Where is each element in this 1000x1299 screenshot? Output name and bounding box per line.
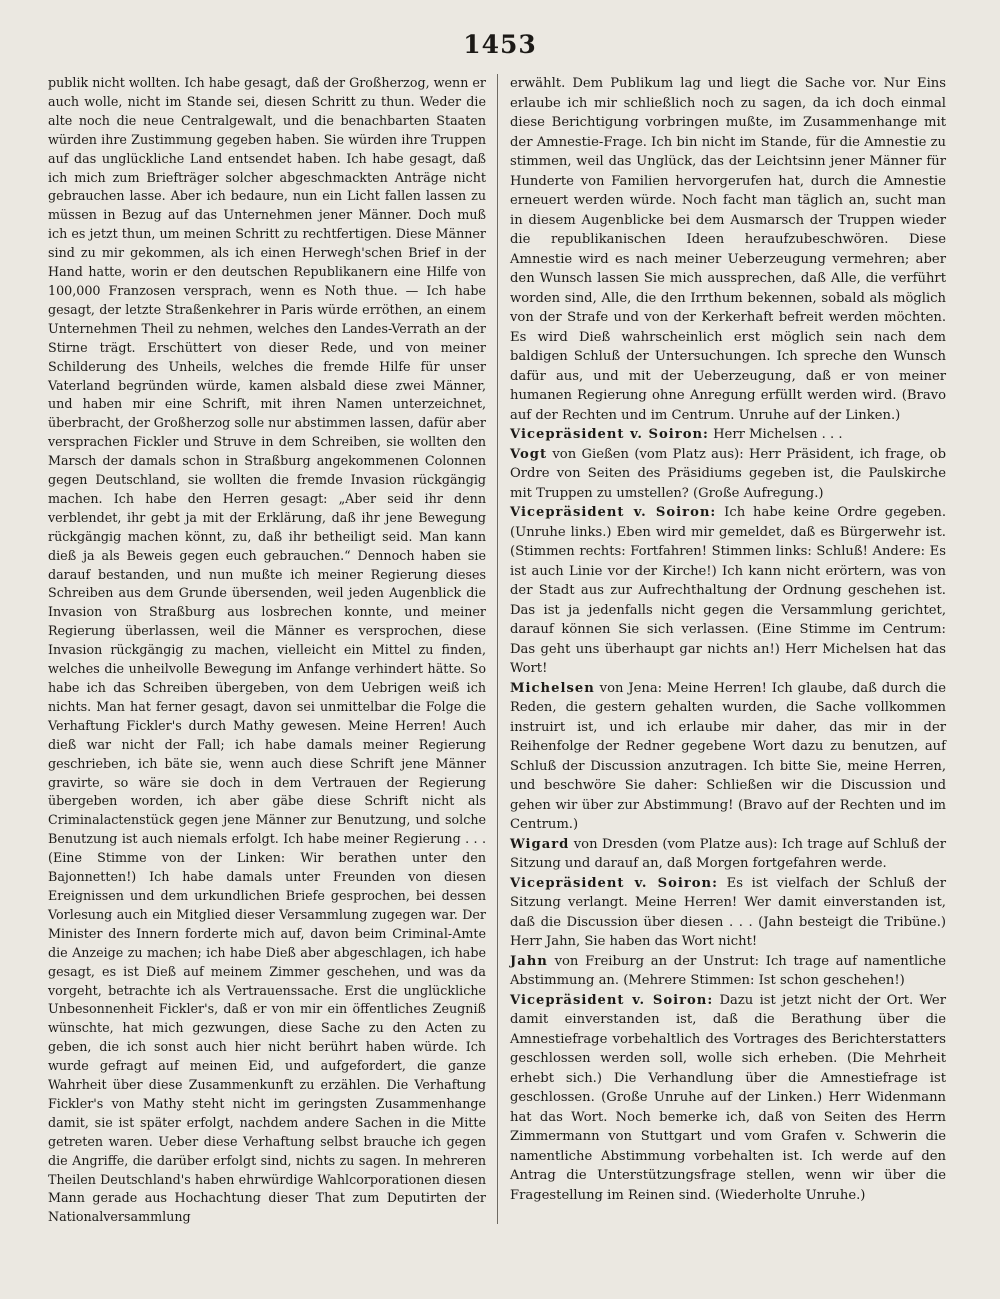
speaker-name: Michelsen: [510, 680, 595, 696]
paragraph: [510, 991, 946, 1206]
paragraph-text: Dazu ist jetzt nicht der Ort. Wer damit einverstanden ist, daß die Berathung über die Amnestiefrage vorbehaltlich des Vortrages des Berichterstatters geschlossen werden soll, wolle sich erheben. (Die Mehrheit erhebt sich.) Die Verhandlung über die Amnestiefrage ist geschlossen. (Große Unruhe auf der Linken.) Herr Widenmann hat das Wort. Noch bemerke ich, daß von Seiten des Herrn Zimmermann von Stuttgart und vom Grafen v. Schwerin die namentliche Abstimmung vorbehalten ist. Ich werde auf den Antrag die Unterstützungsfrage stellen, wenn wir über die Fragestellung im Reinen sind. (Wiederholte Unruhe.): [510, 992, 946, 1203]
paragraph: [510, 952, 946, 991]
paragraph-text: erwählt. Dem Publikum lag und liegt die Sache vor. Nur Eins erlaube ich mir schließlich noch zu sagen, da ich doch einmal diese Berichtigung vorbringen mußte, im Zusammenhange mit der Amnestie-Frage. Ich bin nicht im Stande, für die Amnestie zu stimmen, weil das Unglück, das der Leichtsinn jener Männer für Hunderte von Familien hervorgerufen hat, durch die Amnestie erneuert werden würde. Noch facht man täglich an, sucht man in diesem Augenblicke bei dem Ausmarsch der Truppen wieder die republikanischen Ideen heraufzubeschwören. Diese Amnestie wird es nach meiner Ueberzeugung vermehren; aber den Wunsch lassen Sie mich aussprechen, daß Alle, die verführt worden sind, Alle, die den Irrthum bekennen, sobald als möglich von der Strafe und von der Kerkerhaft befreit werden möchten. Es wird Dieß wahrscheinlich erst möglich sein nach dem baldigen Schluß der Untersuchungen. Ich spreche den Wunsch dafür aus, und mit der Ueberzeugung, daß er von meiner humanen Regierung ohne Anregung erfüllt werden wird. (Bravo auf der Rechten und im Centrum. Unruhe auf der Linken.): [510, 76, 946, 423]
paragraph: [510, 445, 946, 504]
left-column: [48, 74, 486, 1227]
page-number: 1453: [463, 30, 537, 59]
paragraph-text: Es ist vielfach der Schluß der Sitzung verlangt. Meine Herren! Wer damit einverstanden ist, daß die Discussion über diesen . . . (Jahn besteigt die Tribüne.) Herr Jahn, Sie haben das Wort nicht!: [510, 875, 946, 949]
paragraph: [510, 503, 946, 679]
speaker-name: Wigard: [510, 836, 570, 852]
left-column-text: publik nicht wollten. Ich habe gesagt, daß der Großherzog, wenn er auch wolle, nicht im Stande sei, diesen Schritt zu thun. Weder die alte noch die neue Centralgewalt, und die benachbarten Staaten würden ihre Zustimmung gegeben haben. Sie würden ihre Truppen auf das unglückliche Land entsendet haben. Ich habe gesagt, daß ich mich zum Briefträger solcher abgeschmackten Anträge nicht gebrauchen lasse. Aber ich bedaure, nun ein Licht fallen lassen zu müssen in Bezug auf das Unternehmen jener Männer. Doch muß ich es jetzt thun, um meinen Schritt zu rechtfertigen. Diese Männer sind zu mir gekommen, als ich einen Herwegh'schen Brief in der Hand hatte, worin er den deutschen Republikanern eine Hilfe von 100,000 Franzosen versprach, wenn es Noth thue. — Ich habe gesagt, der letzte Straßenkehrer in Paris würde erröthen, an einem Unternehmen Theil zu nehmen, welches den Landes-Verrath an der Stirne trägt. Erschüttert von dieser Rede, und von meiner Schilderung des Unheils, welches die fremde Hilfe für unser Vaterland begründen würde, kamen alsbald diese zwei Männer, und haben mir eine Schrift, mit ihren Namen unterzeichnet, überbracht, der Großherzog solle nur abstimmen lassen, dafür aber versprachen Fickler und Struve in dem Schreiben, sie wollten den Marsch der damals schon in Straßburg angekommenen Colonnen gegen Deutschland, sie wollten die fremde Invasion rückgängig machen. Ich habe den Herren gesagt: „Aber seid ihr denn verblendet, ihr gebt ja mit der Erklärung, daß ihr jene Bewegung rückgängig machen könnt, zu, daß ihr betheiligt seid. Man kann dieß ja als Beweis gegen euch gebrauchen.“ Dennoch haben sie darauf bestanden, und nun mußte ich meiner Regierung dieses Schreiben aus dem Grunde übersenden, weil jeden Augenblick die Invasion von Straßburg aus losbrechen konnte, und meiner Regierung überlassen, weil die Männer es versprochen, diese Invasion rückgängig zu machen, vielleicht ein Mittel zu finden, welches die unheilvolle Bewegung im Anfange verhindert hätte. So habe ich das Schreiben übergeben, von dem Uebrigen weiß ich nichts. Man hat ferner gesagt, davon sei unmittelbar die Folge die Verhaftung Fickler's durch Mathy gewesen. Meine Herren! Auch dieß war nicht der Fall; ich habe damals meiner Regierung geschrieben, ich bäte sie, wenn auch diese Schrift jene Männer gravirte, so wäre sie doch in dem Vertrauen der Regierung übergeben worden, ich aber gäbe diese Schrift nicht als Criminalactenstück gegen jene Männer zur Benutzung, und solche Benutzung ist auch niemals erfolgt. Ich habe meiner Regierung . . . (Eine Stimme von der Linken: Wir berathen unter den Bajonnetten!) Ich habe damals unter Freunden von diesen Ereignissen und dem urkundlichen Briefe gesprochen, bei dessen Vorlesung auch ein Mitglied dieser Versammlung zugegen war. Der Minister des Innern forderte mich auf, davon beim Criminal-Amte die Anzeige zu machen; ich habe Dieß aber abgeschlagen, ich habe gesagt, es ist Dieß auf meinem Zimmer geschehen, und was da vorgeht, betrachte ich als Vertrauenssache. Erst die unglückliche Unbesonnenheit Fickler's, daß er von mir ein öffentliches Zeugniß wünschte, hat mich gezwungen, diese Sache zu den Acten zu geben, die ich sonst auch hier nicht berührt haben würde. Ich wurde gefragt auf meinen Eid, und aufgefordert, die ganze Wahrheit über diese Zusammenkunft zu erzählen. Die Verhaftung Fickler's von Mathy steht nicht im geringsten Zusammenhange damit, sie ist später erfolgt, nachdem andere Sachen in die Mitte getreten waren. Ueber diese Verhaftung selbst brauche ich gegen die Angriffe, die darüber erfolgt sind, nichts zu sagen. In mehreren Theilen Deutschland's haben ehrwürdige Wahlcorporationen diesen Mann gerade aus Hochachtung dieser That zum Deputirten der Nationalversammlung: [48, 75, 486, 1225]
column-divider: [497, 74, 498, 1224]
speaker-name: Vicepräsident v. Soiron:: [510, 427, 709, 442]
speaker-name: Vicepräsident v. Soiron:: [510, 875, 718, 891]
paragraph-text: Herr Michelsen . . .: [713, 427, 843, 442]
speaker-name: Jahn: [510, 953, 548, 969]
right-column: [510, 74, 946, 1205]
paragraph-text: von Jena: Meine Herren! Ich glaube, daß durch die Reden, die gestern gehalten wurden, die Sache vollkommen instruirt ist, und ich erlaube mir daher, das mir in der Reihenfolge der Redner gegebene Wort dazu zu benutzen, auf Schluß der Discussion anzutragen. Ich bitte Sie, meine Herren, und beschwöre Sie daher: Schließen wir die Discussion und gehen wir über zur Abstimmung! (Bravo auf der Rechten und im Centrum.): [510, 680, 946, 832]
paragraph: [510, 74, 946, 425]
paragraph: [510, 679, 946, 835]
speaker-name: Vogt: [510, 446, 548, 462]
paragraph-text: Ich habe keine Ordre gegeben. (Unruhe links.) Eben wird mir gemeldet, daß es Bürgerwehr ist. (Stimmen rechts: Fortfahren! Stimmen links: Schluß! Andere: Es ist auch Linie vor der Kirche!) Ich kann nicht erörtern, was von der Stadt aus zur Aufrechthaltung der Ordnung geschehen ist. Das ist ja jedenfalls nicht gegen die Versammlung gerichtet, darauf können Sie sich verlassen. (Eine Stimme im Centrum: Das geht uns überhaupt gar nichts an!) Herr Michelsen hat das Wort!: [510, 505, 947, 676]
paragraph-text: von Freiburg an der Unstrut: Ich trage auf namentliche Abstimmung an. (Mehrere Stimmen: Ist schon geschehen!): [510, 953, 946, 988]
speaker-name: Vicepräsident v. Soiron:: [510, 992, 714, 1008]
paragraph-text: von Dresden (vom Platze aus): Ich trage auf Schluß der Sitzung und darauf an, daß Morgen fortgefahren werde.: [510, 836, 946, 871]
speaker-name: Vicepräsident v. Soiron:: [510, 505, 717, 520]
paragraph: [510, 835, 946, 874]
paragraph: [510, 425, 946, 445]
paragraph-text: von Gießen (vom Platz aus): Herr Präsident, ich frage, ob Ordre von Seiten des Präsidiums gegeben ist, die Paulskirche mit Truppen zu umstellen? (Große Aufregung.): [510, 446, 946, 501]
paragraph: [510, 874, 946, 952]
